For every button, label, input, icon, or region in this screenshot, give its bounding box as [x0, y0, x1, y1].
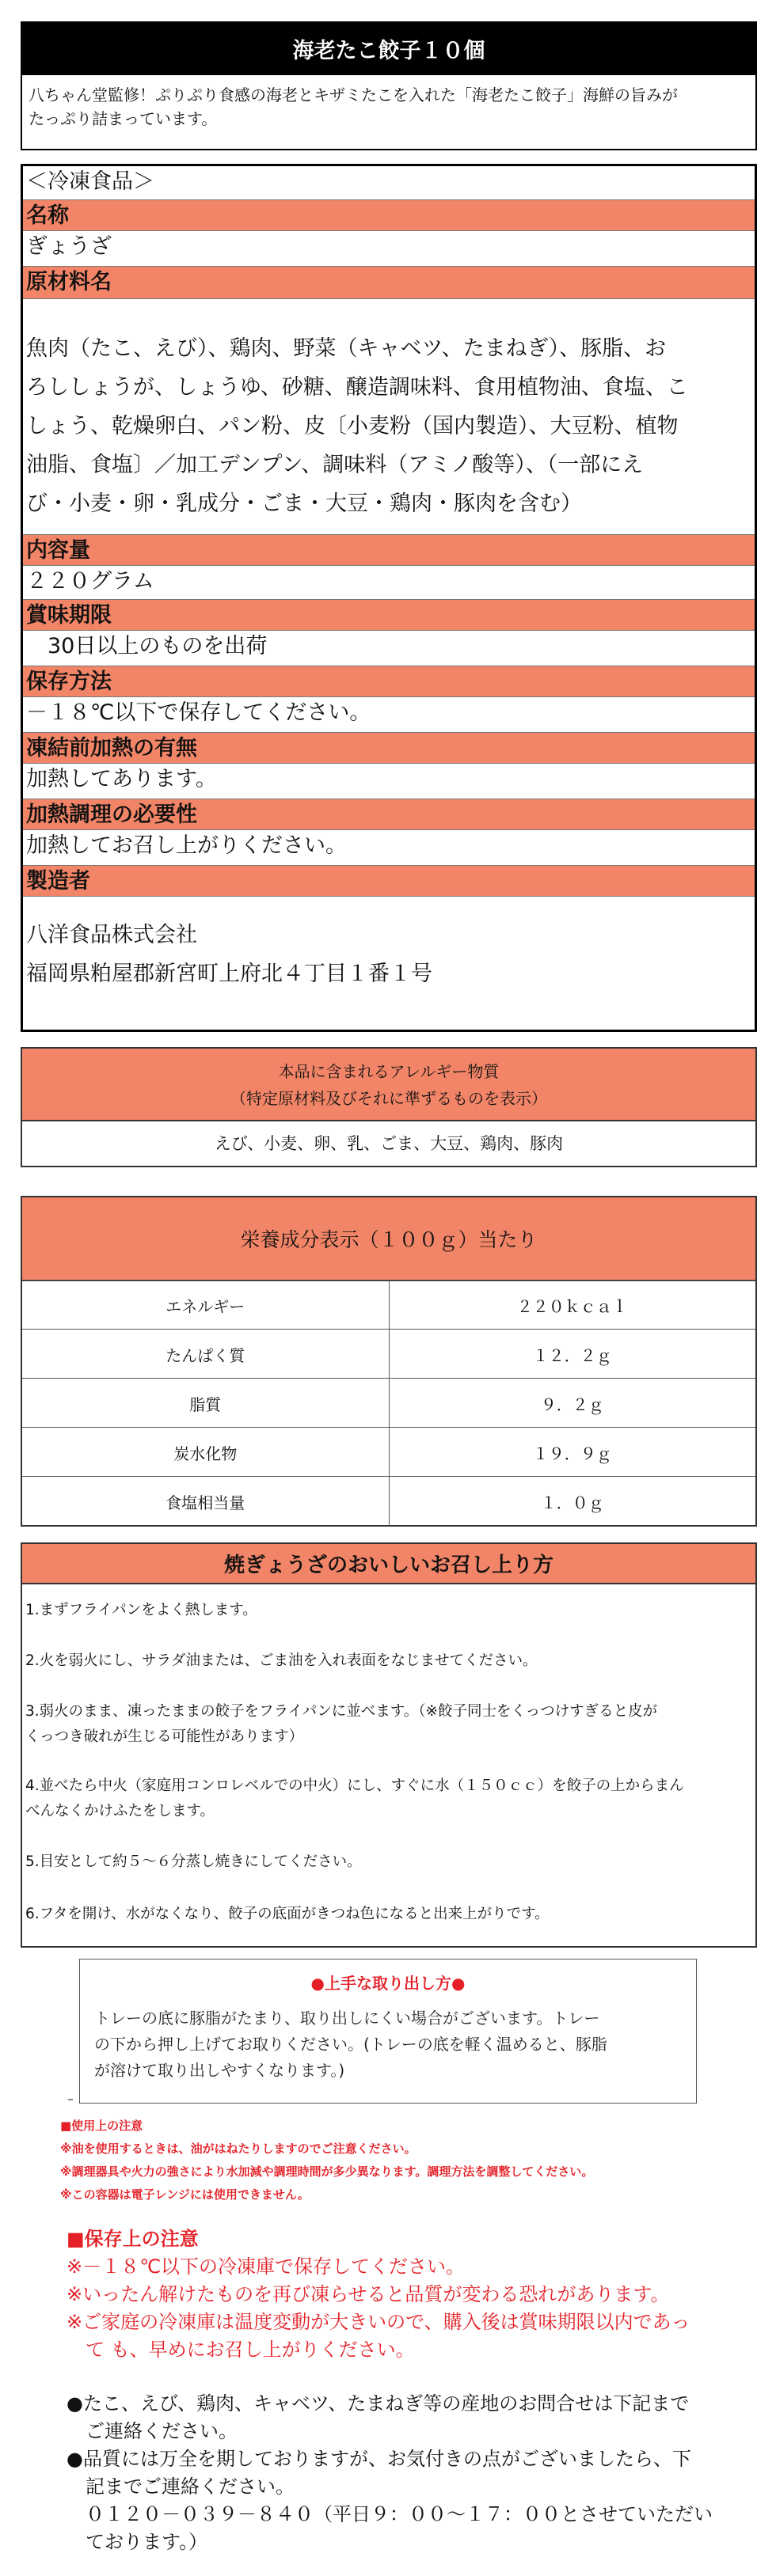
usage-heading: ■使用上の注意	[60, 2119, 143, 2133]
cooking-instructions	[21, 1542, 757, 1948]
storage-line: て も、早めにお召し上がりください。	[67, 2339, 415, 2361]
page-title: 海老たこ餃子１０個	[21, 21, 757, 75]
ingredients-line: び・小麦・卵・乳成分・ごま・大豆・鶏肉・豚肉を含む）	[26, 491, 582, 516]
storage-line: ※ご家庭の冷凍庫は温度変動が大きいので、購入後は賞味期限以内であっ	[67, 2311, 690, 2333]
category-label: ＜冷凍食品＞	[23, 166, 755, 199]
usage-line: ※この容器は電子レンジには使用できません。	[60, 2187, 310, 2202]
step-line: 5.目安として約５～６分蒸し焼きにしてください。	[25, 1853, 362, 1870]
nutrition-row	[22, 1329, 755, 1379]
ingredients-line: しょう、乾燥卵白、パン粉、皮〔小麦粉（国内製造）、大豆粉、植物	[26, 414, 679, 438]
intro-line: たっぷり詰まっています。	[29, 109, 218, 128]
usage-notes	[60, 2115, 757, 2206]
allergy-items: えび、小麦、卵、乳、ごま、大豆、鶏肉、豚肉	[214, 1134, 564, 1153]
contact-line: ●たこ、えび、鶏肉、キャベツ、たまねぎ等の産地のお問合せは下記まで	[67, 2392, 690, 2415]
preheat-header: 凍結前加熱の有無	[23, 732, 755, 764]
allergy-title: 本品に含まれるアレルギー物質	[278, 1062, 500, 1081]
step-line: 3.弱火のまま、凍ったままの餃子をフライパンに並べます。（※餃子同士をくっつけすぎると皮が	[25, 1703, 658, 1720]
step-line: べんなくかけふたをします。	[25, 1803, 215, 1819]
storage-value: －１８℃以下で保存してください。	[23, 697, 755, 732]
cooking-step-5	[25, 1849, 751, 1875]
ingredients-line: 油脂、食塩〕／加工デンプン、調味料（アミノ酸等）、（一部にえ	[26, 453, 644, 477]
usage-line: ※調理器具や火力の強さにより水加減や調理時間が多少異なります。調理方法を調整してください。	[60, 2164, 594, 2179]
storage-heading: ■保存上の注意	[67, 2228, 199, 2250]
nutrition-label: 食塩相当量	[22, 1477, 390, 1526]
step-line: 6.フタを開け、水がなくなり、餃子の底面がきつね色になると出来上がりです。	[25, 1906, 550, 1922]
maker-value	[23, 897, 755, 1030]
nutrition-label: エネルギー	[22, 1280, 390, 1330]
nutrition-row	[22, 1427, 755, 1477]
maker-header: 製造者	[23, 865, 755, 897]
contact-line: ●品質には万全を期しておりますが、お気付きの点がございましたら、下	[67, 2448, 691, 2470]
storage-notes	[67, 2225, 757, 2364]
nutrition-row	[22, 1378, 755, 1428]
expiry-header: 賞味期限	[23, 599, 755, 631]
cooking-step-1	[25, 1598, 751, 1623]
maker-name: 八洋食品株式会社	[26, 923, 197, 947]
contact-info	[67, 2390, 757, 2556]
contact-line: 記までご連絡ください。	[67, 2475, 295, 2498]
nutrition-label: 脂質	[22, 1379, 390, 1428]
contact-line: ております。）	[67, 2531, 208, 2553]
ingredients-line: 魚肉（たこ、えび）、鶏肉、野菜（キャベツ、たまねぎ）、豚脂、お	[26, 336, 667, 361]
storage-line: ※－１８℃以下の冷凍庫で保存してください。	[67, 2255, 466, 2278]
nutrition-row	[22, 1476, 755, 1526]
content-header: 内容量	[23, 534, 755, 566]
nutrition-value: １．０ｇ	[540, 1493, 604, 1512]
allergy-table	[21, 1047, 757, 1167]
step-line: 1.まずフライパンをよく熱します。	[25, 1602, 257, 1618]
nutrition-value: １９．９ｇ	[532, 1444, 612, 1463]
step-line: くっつき破れが生じる可能性があります）	[25, 1728, 304, 1745]
name-value: ぎょうざ	[23, 231, 755, 266]
storage-line: ※いったん解けたものを再び凍らせると品質が変わる恐れがあります。	[67, 2283, 670, 2305]
handling-tip-box	[79, 1959, 697, 2104]
nutrition-table	[21, 1196, 757, 1527]
nutrition-label: 炭水化物	[22, 1428, 390, 1477]
preheat-value: 加熱してあります。	[23, 764, 755, 799]
handling-body	[94, 2005, 684, 2084]
content-value: ２２０グラム	[23, 566, 755, 599]
ingredients-header: 原材料名	[23, 266, 755, 299]
cooking-title: 焼ぎょうざのおいしいお召し上り方	[22, 1544, 755, 1584]
nutrition-label: たんぱく質	[22, 1330, 390, 1379]
cooking-step-6	[25, 1902, 751, 1927]
contact-phone: ０１２０－０３９－８４０（平日９：００～１７：００とさせていただい	[67, 2503, 713, 2525]
expiry-value: 30日以上のものを出荷	[23, 631, 755, 666]
product-intro	[21, 75, 757, 150]
usage-line: ※油を使用するときは、油がはねたりしますのでご注意ください。	[60, 2142, 417, 2156]
divider-mark	[68, 2099, 73, 2100]
allergy-subtitle: （特定原材料及びそれに準ずるものを表示）	[230, 1089, 547, 1108]
cooking-step-2	[25, 1648, 751, 1674]
allergy-header	[22, 1049, 755, 1121]
step-line: 4.並べたら中火（家庭用コンロレベルでの中火）にし、すぐに水（１５０ｃｃ）を餃子の上からまん	[25, 1777, 684, 1794]
nutrition-value: １２．２ｇ	[532, 1345, 612, 1365]
step-line: 2.火を弱火にし、サラダ油または、ごま油を入れ表面をなじませてください。	[25, 1652, 538, 1669]
cooking-step-3	[25, 1699, 751, 1750]
ingredients-line: ろししょうが、しょうゆ、砂糖、醸造調味料、食用植物油、食塩、こ	[26, 375, 688, 400]
ingredients-value	[23, 299, 755, 534]
cooking-step-4	[25, 1774, 751, 1824]
maker-address: 福岡県粕屋郡新宮町上府北４丁目１番１号	[26, 962, 432, 986]
nutrition-title: 栄養成分表示（１００ｇ）当たり	[22, 1197, 755, 1281]
handling-line: の下から押し上げてお取りください。(トレーの底を軽く温めると、豚脂	[94, 2035, 607, 2054]
handling-line: トレーの底に豚脂がたまり、取り出しにくい場合がございます。トレー	[94, 2009, 600, 2028]
cook-need-header: 加熱調理の必要性	[23, 799, 755, 830]
handling-title: ●上手な取り出し方●	[310, 1974, 466, 1993]
nutrition-value: ９．２ｇ	[540, 1394, 604, 1414]
intro-line: 八ちゃん堂監修！ぷりぷり食感の海老とキザミたこを入れた「海老たこ餃子」海鮮の旨みが	[29, 85, 678, 104]
handling-line: が溶けて取り出しやすくなります。)	[94, 2061, 345, 2080]
storage-header: 保存方法	[23, 666, 755, 697]
contact-line: ご連絡ください。	[67, 2420, 238, 2442]
nutrition-value: ２２０ｋｃａｌ	[516, 1296, 628, 1316]
cook-need-value: 加熱してお召し上がりください。	[23, 830, 755, 865]
nutrition-row	[22, 1280, 755, 1330]
product-spec-table	[21, 164, 757, 1032]
name-header: 名称	[23, 199, 755, 231]
